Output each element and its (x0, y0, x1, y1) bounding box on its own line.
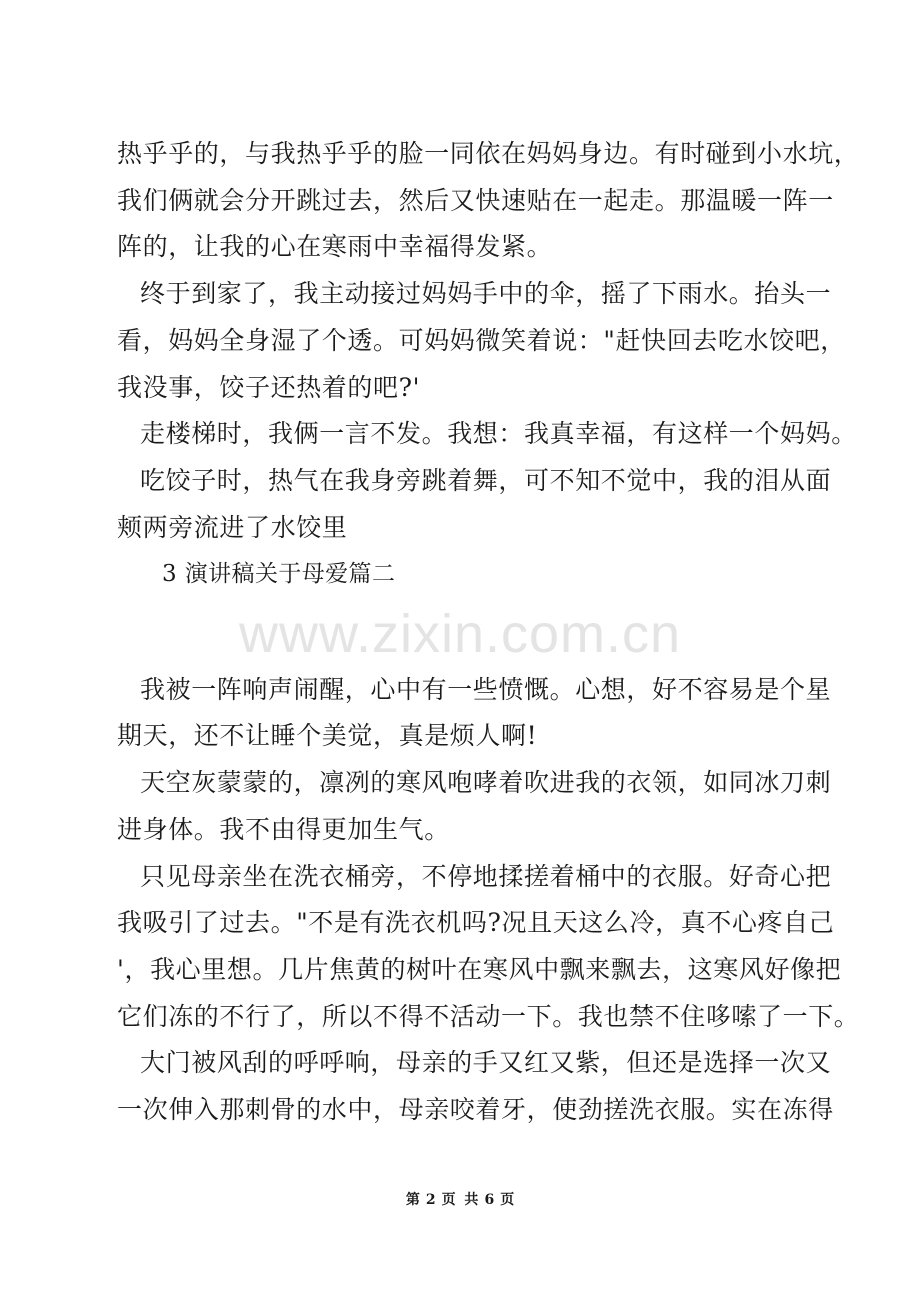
text-line: 我吸引了过去。"不是有洗衣机吗?况且天这么冷，真不心疼自己 (117, 908, 835, 937)
text-line: 我们俩就会分开跳过去，然后又快速贴在一起走。那温暖一阵一 (117, 186, 834, 215)
text-line: 颊两旁流进了水饺里 (117, 513, 348, 542)
text-line: 我被一阵响声闹醒，心中有一些愤慨。心想，好不容易是个星 (140, 675, 832, 704)
footer-mid: 页 共 (441, 1192, 479, 1208)
text-line: 大门被风刮的呼呼响，母亲的手又红又紫，但还是选择一次又 (140, 1048, 832, 1077)
text-line: 阵的，让我的心在寒雨中幸福得发紧。 (117, 232, 553, 261)
text-line: 天空灰蒙蒙的，凛冽的寒风咆哮着吹进我的衣领，如同冰刀刺 (140, 768, 832, 797)
watermark: www.zixin.com.cn (238, 604, 682, 664)
text-line: 走楼梯时，我俩一言不发。我想：我真幸福，有这样一个妈妈。 (140, 419, 857, 448)
text-line: '，我心里想。几片焦黄的树叶在寒风中飘来飘去，这寒风好像把 (117, 955, 842, 984)
footer-prefix: 第 (405, 1192, 420, 1208)
section-heading: 3 演讲稿关于母爱篇二 (162, 561, 396, 587)
text-line: 期天，还不让睡个美觉，真是烦人啊! (117, 721, 538, 750)
text-line: 它们冻的不行了，所以不得不活动一下。我也禁不住哆嗦了一下。 (117, 1002, 860, 1031)
text-line: 进身体。我不由得更加生气。 (117, 815, 450, 844)
text-line: 只见母亲坐在洗衣桶旁，不停地揉搓着桶中的衣服。好奇心把 (140, 862, 832, 891)
total-pages-number: 6 (484, 1192, 495, 1208)
text-line: 热乎乎的，与我热乎乎的脸一同依在妈妈身边。有时碰到小水坑， (117, 139, 860, 168)
current-page-number: 2 (425, 1192, 436, 1208)
text-line: 吃饺子时，热气在我身旁跳着舞，可不知不觉中，我的泪从面 (140, 466, 832, 495)
text-line: 终于到家了，我主动接过妈妈手中的伞，摇了下雨水。抬头一 (140, 279, 832, 308)
page-footer (0, 1189, 920, 1209)
footer-suffix: 页 (500, 1192, 515, 1208)
text-line: 我没事，饺子还热着的吧?' (117, 373, 421, 402)
text-line: 一次伸入那刺骨的水中，母亲咬着牙，使劲搓洗衣服。实在冻得 (117, 1095, 834, 1124)
text-line: 看，妈妈全身湿了个透。可妈妈微笑着说："赶快回去吃水饺吧， (117, 326, 846, 355)
